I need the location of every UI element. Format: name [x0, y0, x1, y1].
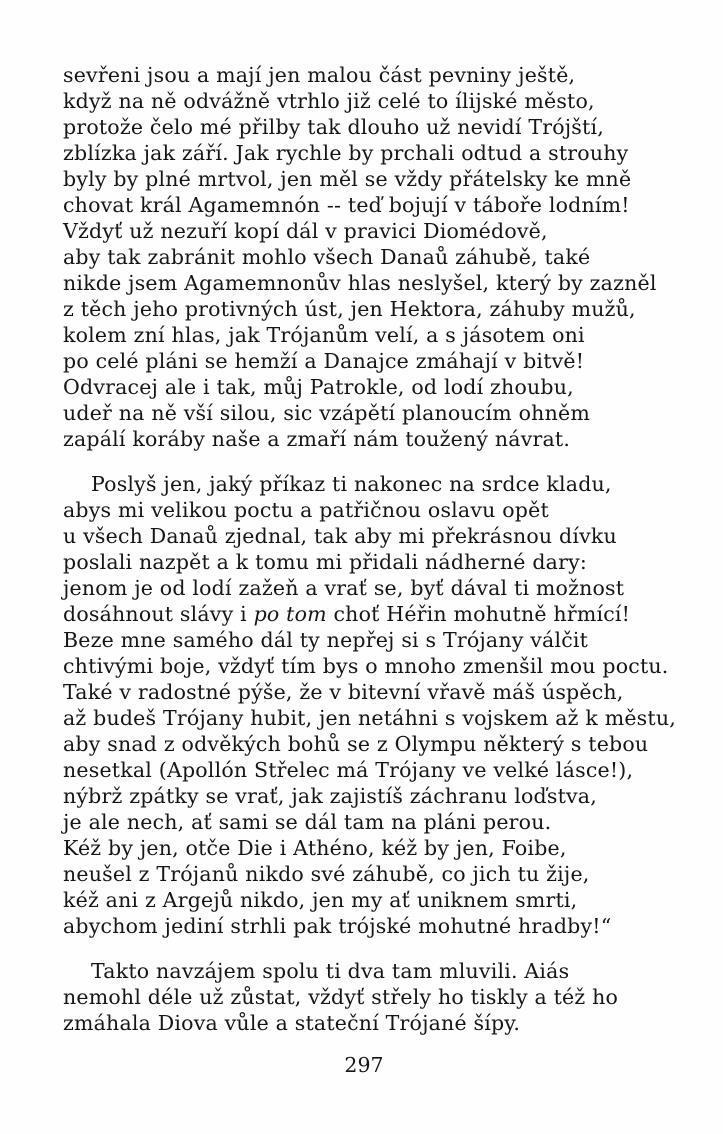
verse-paragraph: [63, 471, 676, 939]
text-line: aby tak zabránit mohlo všech Danaů záhubě, také: [63, 245, 591, 269]
text-line: po celé pláni se hemží a Danajce zmáhají v bitvě!: [63, 349, 585, 373]
text-line: Takto navzájem spolu ti dva tam mluvili. Aiás: [91, 959, 570, 983]
text-line: jenom je od lodí zažeň a vrať se, byť dával ti možnost: [63, 576, 625, 600]
text-line: zapálí koráby naše a zmaří nám toužený návrat.: [63, 427, 571, 451]
text-line: aby snad z odvěkých bohů se z Olympu některý s tebou: [63, 732, 649, 756]
text-line: zmáhala Diova vůle a stateční Trójané šípy.: [63, 1011, 521, 1035]
text-line: protože čelo mé přilby tak dlouho už nevidí Trójští,: [63, 115, 604, 139]
text-line: nemohl déle už zůstat, vždyť střely ho tiskly a též ho: [63, 985, 619, 1009]
text-line: Beze mne samého dál ty nepřej si s Trójany válčit: [63, 628, 589, 652]
text-line: chtivými boje, vždyť tím bys o mnoho zmenšil mou poctu.: [63, 654, 669, 678]
text-line: abychom jediní strhli pak trójské mohutné hradby!“: [63, 914, 612, 938]
text-line: chovat král Agamemnón -- teď bojují v táboře lodním!: [63, 193, 630, 217]
text-line: je ale nech, ať sami se dál tam na pláni perou.: [63, 810, 552, 834]
verse-paragraph: [63, 62, 665, 452]
text-line: nýbrž zpátky se vrať, jak zajistíš záchranu loďstva,: [63, 784, 597, 808]
text-line: Vždyť už nezuří kopí dál v pravici Diomédově,: [63, 219, 548, 243]
text-line: zblízka jak září. Jak rychle by prchali odtud a strouhy: [63, 141, 629, 165]
text-line: z těch jeho protivných úst, jen Hektora, záhuby mužů,: [63, 297, 636, 321]
text-line: kolem zní hlas, jak Trójanům velí, a s jásotem oni: [63, 323, 585, 347]
text-line: byly by plné mrtvol, jen měl se vždy přátelsky ke mně: [63, 167, 632, 191]
text-line: kéž ani z Argejů nikdo, jen my ať uniknem smrti,: [63, 888, 578, 912]
page-number: 297: [344, 1053, 384, 1077]
text-line: udeř na ně vší silou, sic vzápětí planoucím ohněm: [63, 401, 590, 425]
text-line: dosáhnout slávy i po tom choť Héřin mohutně hřmící!: [63, 602, 631, 626]
verse-paragraph: [63, 958, 665, 1036]
text-line: Kéž by jen, otče Die i Athéno, kéž by jen, Foibe,: [63, 836, 567, 860]
text-line: když na ně odvážně vtrhlo již celé to ílijské město,: [63, 89, 595, 113]
text-line: Také v radostné pýše, že v bitevní vřavě máš úspěch,: [63, 680, 624, 704]
text-block: [63, 62, 676, 1036]
text-line: nikde jsem Agamemnonův hlas neslyšel, který by zazněl: [63, 271, 657, 295]
text-line: neušel z Trójanů nikdo své záhubě, co jich tu žije,: [63, 862, 590, 886]
text-line: poslali nazpět a k tomu mi přidali nádherné dary:: [63, 550, 587, 574]
text-line: nesetkal (Apollón Střelec má Trójany ve velké lásce!),: [63, 758, 634, 782]
text-line: Poslyš jen, jaký příkaz ti nakonec na srdce kladu,: [91, 472, 612, 496]
text-line: Odvracej ale i tak, můj Patrokle, od lodí zhoubu,: [63, 375, 574, 399]
text-line: abys mi velikou poctu a patřičnou oslavu opět: [63, 498, 549, 522]
text-line: sevřeni jsou a mají jen malou část pevniny ještě,: [63, 63, 576, 87]
text-line: u všech Danaů zjednal, tak aby mi překrásnou dívku: [63, 524, 617, 548]
text-line: až budeš Trójany hubit, jen netáhni s vojskem až k městu,: [63, 706, 676, 730]
